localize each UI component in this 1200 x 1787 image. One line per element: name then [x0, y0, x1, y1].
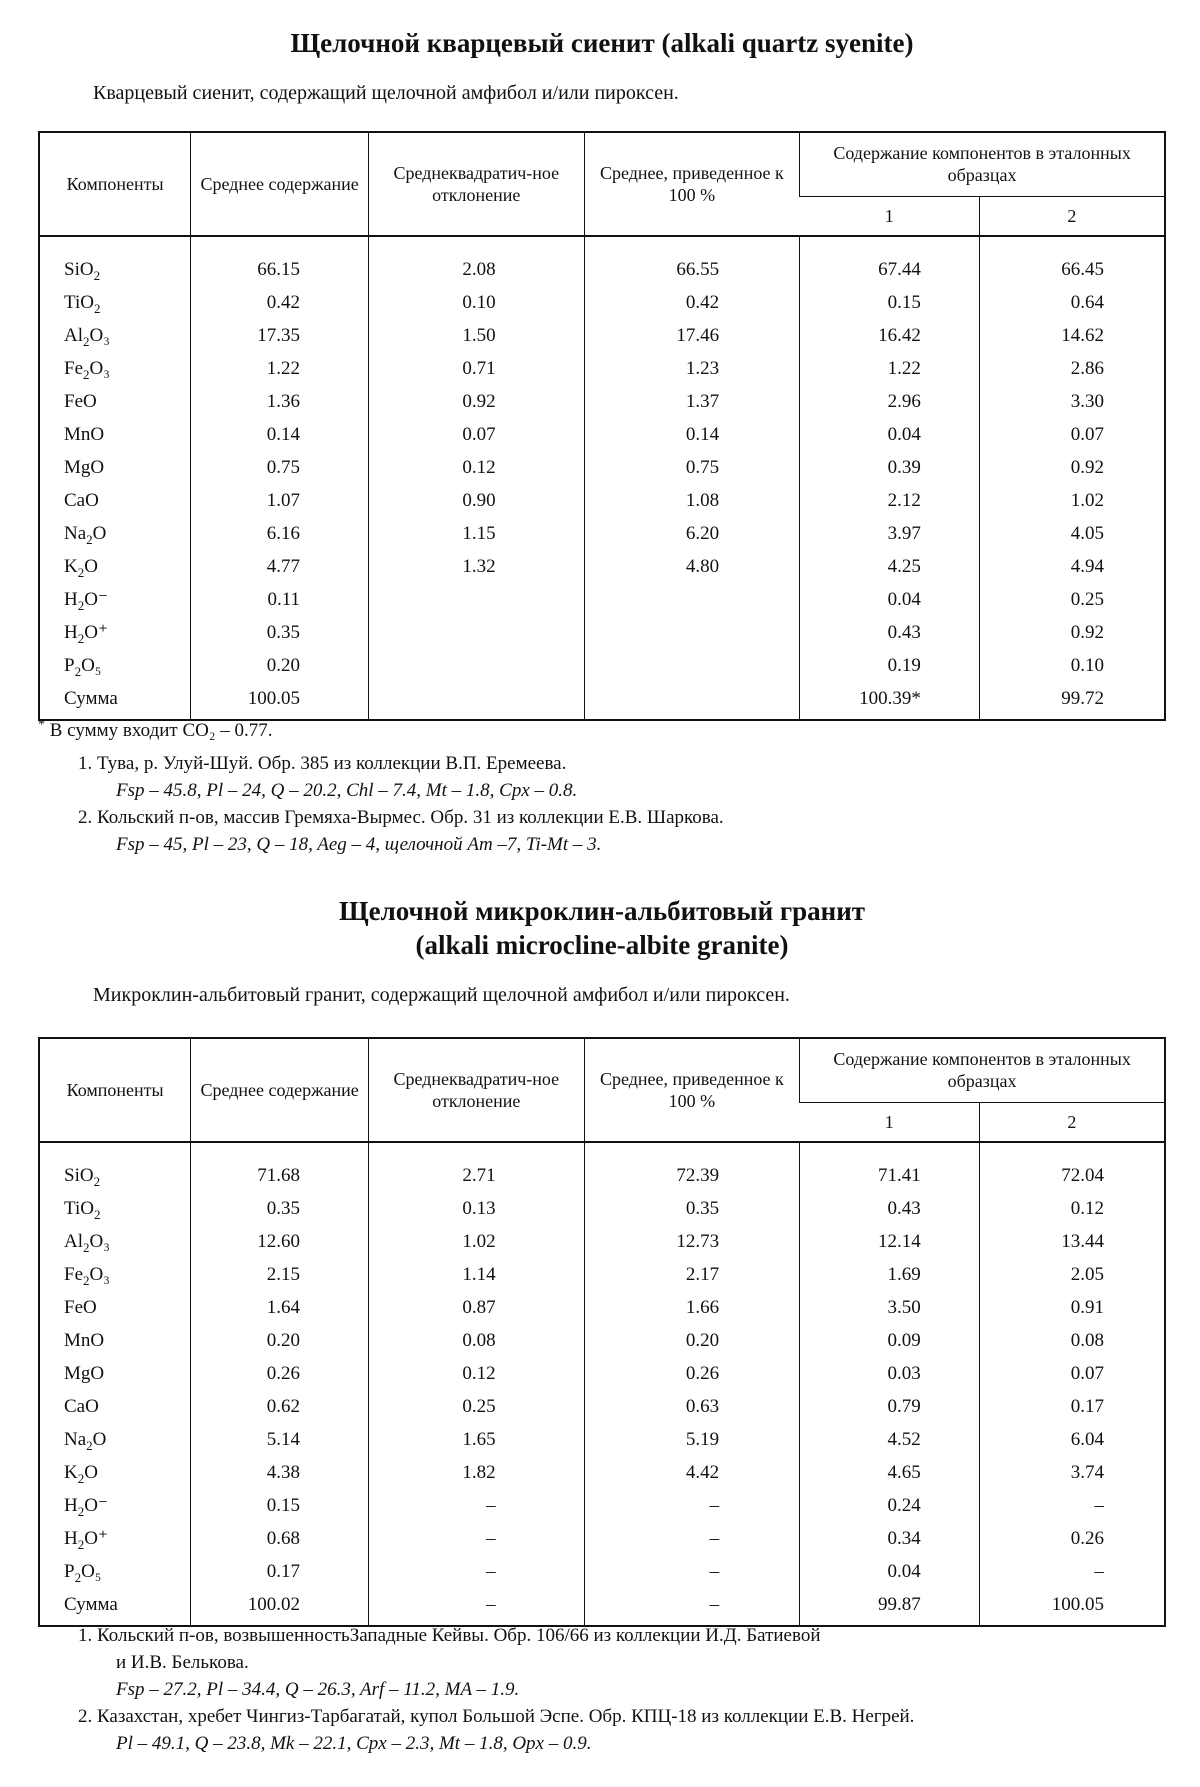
sample-2-value: 2.86	[979, 352, 1165, 385]
normalized-value: 4.42	[584, 1456, 800, 1489]
mean-value: 66.15	[191, 236, 369, 286]
sample-2-value: 1.02	[979, 484, 1165, 517]
sd-value: 0.08	[368, 1324, 584, 1357]
normalized-value: 17.46	[584, 319, 800, 352]
table-row	[39, 1142, 1165, 1192]
normalized-value: 6.20	[584, 517, 800, 550]
sd-value: –	[368, 1522, 584, 1555]
sd-value: –	[368, 1489, 584, 1522]
header-mean: Среднее содержание	[191, 132, 369, 236]
sample-2-value: 0.92	[979, 451, 1165, 484]
section-quartz-syenite	[38, 26, 1166, 105]
normalized-value: 0.63	[584, 1390, 800, 1423]
table-row	[39, 517, 1165, 550]
table2-notes	[38, 1622, 1166, 1757]
sd-value: 0.71	[368, 352, 584, 385]
mean-value: 0.75	[191, 451, 369, 484]
table1-footnote: * В сумму входит CO₂ – 0.77.	[38, 717, 273, 741]
component-name: $H_2O^-$	[64, 589, 108, 613]
sample-2-value: 14.62	[979, 319, 1165, 352]
normalized-value: 2.17	[584, 1258, 800, 1291]
normalized-value: 5.19	[584, 1423, 800, 1456]
normalized-value: 0.26	[584, 1357, 800, 1390]
note-1: 1. Тува, р. Улуй-Шуй. Обр. 385 из коллекции В.П. Еремеева.	[78, 753, 567, 774]
table1-wrapper	[38, 131, 1166, 721]
component-name: SiO$_2$	[64, 1165, 101, 1189]
mean-value: 0.26	[191, 1357, 369, 1390]
sd-value: 1.14	[368, 1258, 584, 1291]
table-row	[39, 1522, 1165, 1555]
normalized-value: –	[584, 1588, 800, 1626]
table-row	[39, 1291, 1165, 1324]
header-sample-2: 2	[979, 1102, 1165, 1142]
table-row	[39, 319, 1165, 352]
table-row	[39, 1588, 1165, 1626]
table2-title-line2: (alkali microcline-albite granite)	[415, 930, 789, 960]
mean-value: 17.35	[191, 319, 369, 352]
sample-2-value: 0.07	[979, 1357, 1165, 1390]
sd-value: –	[368, 1555, 584, 1588]
section-microcline-albite-granite	[38, 894, 1166, 1007]
sample-1-value: 100.39*	[800, 682, 980, 720]
sample-1-value: 3.50	[800, 1291, 980, 1324]
table-row	[39, 1489, 1165, 1522]
table-row	[39, 1456, 1165, 1489]
table-row	[39, 236, 1165, 286]
sample-1-value: 0.04	[800, 1555, 980, 1588]
mean-value: 6.16	[191, 517, 369, 550]
sd-value	[368, 583, 584, 616]
sample-2-value: 0.07	[979, 418, 1165, 451]
table2-body	[39, 1142, 1165, 1626]
component-name: $H_2O^+$	[64, 622, 108, 646]
component-name: FeO	[64, 1297, 97, 1318]
sample-2-value: 0.64	[979, 286, 1165, 319]
table-row	[39, 352, 1165, 385]
table-row	[39, 1192, 1165, 1225]
sd-value: 0.07	[368, 418, 584, 451]
table-row	[39, 550, 1165, 583]
table-row	[39, 1390, 1165, 1423]
sd-value: –	[368, 1588, 584, 1626]
mean-value: 5.14	[191, 1423, 369, 1456]
header-normalized: Среднее, приведенное к 100 %	[584, 132, 800, 236]
sample-1-value: 0.79	[800, 1390, 980, 1423]
sample-1-value: 71.41	[800, 1142, 980, 1192]
note-1: 1. Кольский п-ов, возвышенностьЗападные Кейвы. Обр. 106/66 из коллекции И.Д. Батиевой	[78, 1625, 821, 1646]
normalized-value: –	[584, 1489, 800, 1522]
component-name: TiO$_2$	[64, 292, 101, 316]
component-name: $H_2O^-$	[64, 1495, 108, 1519]
note-1-cont: и И.В. Белькова.	[116, 1652, 249, 1673]
component-name: $Fe_2O_3$	[64, 358, 110, 382]
mean-value: 4.77	[191, 550, 369, 583]
sample-1-value: 99.87	[800, 1588, 980, 1626]
sample-2-value: –	[979, 1489, 1165, 1522]
sample-2-value: 0.17	[979, 1390, 1165, 1423]
mean-value: 0.35	[191, 616, 369, 649]
note-1-composition: Fsp – 45.8, Pl – 24, Q – 20.2, Chl – 7.4, Mt – 1.8, Cpx – 0.8.	[116, 780, 578, 801]
mean-value: 0.68	[191, 1522, 369, 1555]
table-row	[39, 1555, 1165, 1588]
sample-1-value: 16.42	[800, 319, 980, 352]
sample-1-value: 2.96	[800, 385, 980, 418]
table-row	[39, 1423, 1165, 1456]
mean-value: 12.60	[191, 1225, 369, 1258]
normalized-value	[584, 616, 800, 649]
table-row	[39, 1225, 1165, 1258]
mean-value: 71.68	[191, 1142, 369, 1192]
sample-2-value: 4.94	[979, 550, 1165, 583]
component-name: $Fe_2O_3$	[64, 1264, 110, 1288]
table-row	[39, 682, 1165, 720]
sample-1-value: 0.19	[800, 649, 980, 682]
header-sample-1: 1	[800, 196, 980, 236]
sample-1-value: 67.44	[800, 236, 980, 286]
normalized-value: 66.55	[584, 236, 800, 286]
sd-value: 2.08	[368, 236, 584, 286]
sample-1-value: 0.04	[800, 418, 980, 451]
normalized-value: 0.14	[584, 418, 800, 451]
sample-2-value: 100.05	[979, 1588, 1165, 1626]
normalized-value	[584, 682, 800, 720]
note-2-composition: Fsp – 45, Pl – 23, Q – 18, Aeg – 4, щелочной Am –7, Ti-Mt – 3.	[116, 834, 602, 855]
component-name: FeO	[64, 391, 97, 412]
table-row	[39, 286, 1165, 319]
sample-2-value: 66.45	[979, 236, 1165, 286]
mean-value: 0.14	[191, 418, 369, 451]
component-name: Сумма	[64, 1594, 118, 1615]
header-components: Компоненты	[39, 132, 191, 236]
table1-body	[39, 236, 1165, 720]
component-name: $Al_2O_3$	[64, 1231, 110, 1255]
component-name: $Na_2O$	[64, 523, 107, 547]
note-2: 2. Казахстан, хребет Чингиз-Тарбагатай, купол Большой Эспе. Обр. КПЦ-18 из коллекции Е.В. Негрей.	[78, 1706, 915, 1727]
header-samples-group: Содержание компонентов в эталонных образцах	[800, 132, 1165, 196]
mean-value: 1.22	[191, 352, 369, 385]
normalized-value: 0.42	[584, 286, 800, 319]
normalized-value: 0.20	[584, 1324, 800, 1357]
normalized-value: –	[584, 1555, 800, 1588]
sample-2-value: 3.30	[979, 385, 1165, 418]
normalized-value: 4.80	[584, 550, 800, 583]
sd-value: 0.87	[368, 1291, 584, 1324]
sample-2-value: 13.44	[979, 1225, 1165, 1258]
sd-value: 1.82	[368, 1456, 584, 1489]
component-name: MgO	[64, 1363, 105, 1384]
sd-value: 2.71	[368, 1142, 584, 1192]
sample-1-value: 0.24	[800, 1489, 980, 1522]
normalized-value: 12.73	[584, 1225, 800, 1258]
table-row	[39, 385, 1165, 418]
mean-value: 0.42	[191, 286, 369, 319]
header-samples-group: Содержание компонентов в эталонных образцах	[800, 1038, 1165, 1102]
sample-1-value: 3.97	[800, 517, 980, 550]
table-row	[39, 1258, 1165, 1291]
header-components: Компоненты	[39, 1038, 191, 1142]
sd-value: 0.25	[368, 1390, 584, 1423]
note-2: 2. Кольский п-ов, массив Гремяха-Вырмес. Обр. 31 из коллекции Е.В. Шаркова.	[78, 807, 724, 828]
normalized-value: –	[584, 1522, 800, 1555]
sample-1-value: 4.65	[800, 1456, 980, 1489]
sample-1-value: 0.39	[800, 451, 980, 484]
mean-value: 0.62	[191, 1390, 369, 1423]
mean-value: 100.05	[191, 682, 369, 720]
table1-notes	[38, 717, 1166, 858]
sample-1-value: 2.12	[800, 484, 980, 517]
mean-value: 1.64	[191, 1291, 369, 1324]
table-row	[39, 451, 1165, 484]
mean-value: 0.20	[191, 649, 369, 682]
sample-2-value: 0.92	[979, 616, 1165, 649]
sample-2-value: 0.91	[979, 1291, 1165, 1324]
sample-1-value: 0.34	[800, 1522, 980, 1555]
mean-value: 1.07	[191, 484, 369, 517]
sd-value: 1.02	[368, 1225, 584, 1258]
table-row	[39, 484, 1165, 517]
sample-1-value: 12.14	[800, 1225, 980, 1258]
mean-value: 0.20	[191, 1324, 369, 1357]
sd-value	[368, 616, 584, 649]
sample-1-value: 0.43	[800, 616, 980, 649]
sd-value: 1.65	[368, 1423, 584, 1456]
note-2-composition: Pl – 49.1, Q – 23.8, Mk – 22.1, Cpx – 2.3, Mt – 1.8, Opx – 0.9.	[116, 1733, 592, 1754]
sd-value: 1.50	[368, 319, 584, 352]
component-name: $K_2O$	[64, 556, 98, 580]
sd-value: 1.15	[368, 517, 584, 550]
header-sd: Среднеквадратич-ное отклонение	[368, 132, 584, 236]
sd-value: 0.12	[368, 1357, 584, 1390]
mean-value: 1.36	[191, 385, 369, 418]
sample-1-value: 0.15	[800, 286, 980, 319]
table2-wrapper	[38, 1037, 1166, 1627]
sample-2-value: 4.05	[979, 517, 1165, 550]
component-name: $K_2O$	[64, 1462, 98, 1486]
sample-1-value: 0.43	[800, 1192, 980, 1225]
header-mean: Среднее содержание	[191, 1038, 369, 1142]
component-name: $P_2O_5$	[64, 655, 102, 679]
sample-2-value: 0.26	[979, 1522, 1165, 1555]
sample-2-value: 2.05	[979, 1258, 1165, 1291]
component-name: CaO	[64, 1396, 99, 1417]
header-sample-2: 2	[979, 196, 1165, 236]
mean-value: 0.17	[191, 1555, 369, 1588]
sample-1-value: 1.69	[800, 1258, 980, 1291]
sample-2-value: –	[979, 1555, 1165, 1588]
sample-2-value: 72.04	[979, 1142, 1165, 1192]
component-name: MnO	[64, 1330, 105, 1351]
footnote-text: В сумму входит CO₂ – 0.77.	[49, 720, 273, 741]
normalized-value: 0.75	[584, 451, 800, 484]
normalized-value: 1.23	[584, 352, 800, 385]
table2	[38, 1037, 1166, 1627]
normalized-value: 1.08	[584, 484, 800, 517]
normalized-value: 72.39	[584, 1142, 800, 1192]
table-row	[39, 1357, 1165, 1390]
component-name: Сумма	[64, 688, 118, 709]
sd-value: 0.10	[368, 286, 584, 319]
mean-value: 2.15	[191, 1258, 369, 1291]
component-name: MnO	[64, 424, 105, 445]
mean-value: 0.11	[191, 583, 369, 616]
mean-value: 0.15	[191, 1489, 369, 1522]
table-row	[39, 616, 1165, 649]
sd-value: 0.12	[368, 451, 584, 484]
sd-value	[368, 649, 584, 682]
table1	[38, 131, 1166, 721]
component-name: SiO$_2$	[64, 259, 101, 283]
sample-1-value: 0.04	[800, 583, 980, 616]
component-name: TiO$_2$	[64, 1198, 101, 1222]
component-name: MgO	[64, 457, 105, 478]
table2-subtitle: Микроклин-альбитовый гранит, содержащий щелочной амфибол и/или пироксен.	[93, 984, 790, 1006]
sample-1-value: 0.03	[800, 1357, 980, 1390]
component-name: $H_2O^+$	[64, 1528, 108, 1552]
note-1-composition: Fsp – 27.2, Pl – 34.4, Q – 26.3, Arf – 11.2, MA – 1.9.	[116, 1679, 520, 1700]
sample-2-value: 3.74	[979, 1456, 1165, 1489]
sample-2-value: 0.10	[979, 649, 1165, 682]
sample-2-value: 99.72	[979, 682, 1165, 720]
sd-value: 0.92	[368, 385, 584, 418]
header-sd: Среднеквадратич-ное отклонение	[368, 1038, 584, 1142]
component-name: $Na_2O$	[64, 1429, 107, 1453]
normalized-value	[584, 583, 800, 616]
mean-value: 100.02	[191, 1588, 369, 1626]
table-row	[39, 583, 1165, 616]
sample-1-value: 1.22	[800, 352, 980, 385]
sample-1-value: 4.52	[800, 1423, 980, 1456]
table-row	[39, 649, 1165, 682]
table1-title: Щелочной кварцевый сиенит (alkali quartz syenite)	[290, 28, 914, 58]
table-row	[39, 418, 1165, 451]
normalized-value: 1.66	[584, 1291, 800, 1324]
sample-2-value: 0.08	[979, 1324, 1165, 1357]
component-name: CaO	[64, 490, 99, 511]
sd-value: 0.90	[368, 484, 584, 517]
sample-2-value: 0.25	[979, 583, 1165, 616]
component-name: $Al_2O_3$	[64, 325, 110, 349]
sd-value: 0.13	[368, 1192, 584, 1225]
component-name: $P_2O_5$	[64, 1561, 102, 1585]
sd-value: 1.32	[368, 550, 584, 583]
normalized-value: 1.37	[584, 385, 800, 418]
normalized-value: 0.35	[584, 1192, 800, 1225]
normalized-value	[584, 649, 800, 682]
mean-value: 4.38	[191, 1456, 369, 1489]
sample-1-value: 4.25	[800, 550, 980, 583]
sample-1-value: 0.09	[800, 1324, 980, 1357]
sample-2-value: 6.04	[979, 1423, 1165, 1456]
table2-title-line1: Щелочной микроклин-альбитовый гранит	[338, 896, 866, 926]
header-normalized: Среднее, приведенное к 100 %	[584, 1038, 800, 1142]
sd-value	[368, 682, 584, 720]
mean-value: 0.35	[191, 1192, 369, 1225]
table-row	[39, 1324, 1165, 1357]
header-sample-1: 1	[800, 1102, 980, 1142]
sample-2-value: 0.12	[979, 1192, 1165, 1225]
table1-subtitle: Кварцевый сиенит, содержащий щелочной амфибол и/или пироксен.	[93, 82, 679, 104]
